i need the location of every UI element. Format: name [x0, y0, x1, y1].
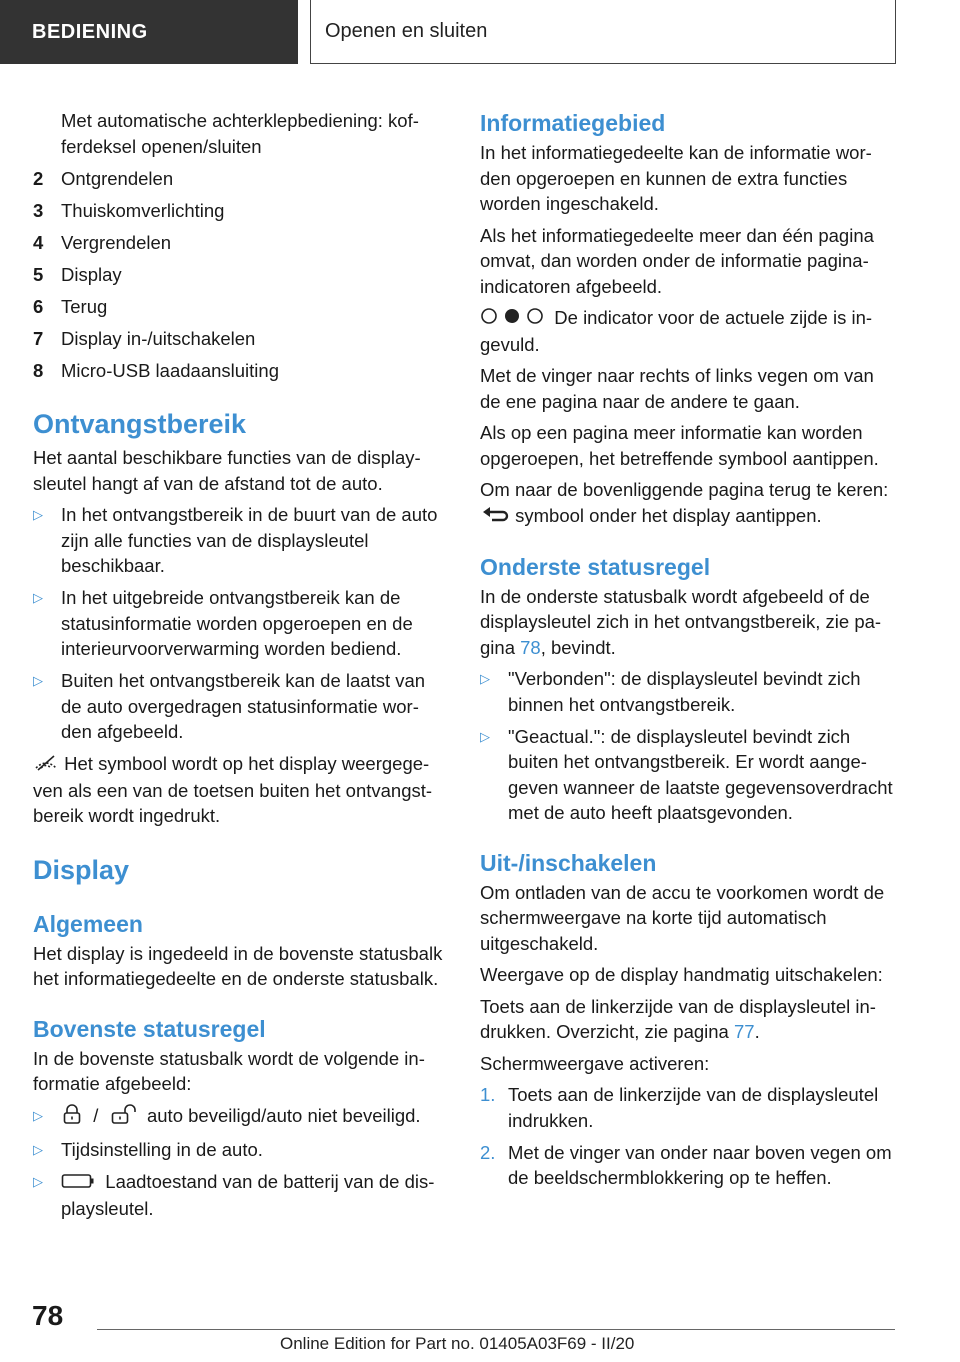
heading-display: Display	[33, 854, 130, 885]
triangle-bullet-icon: ▷	[33, 673, 43, 688]
list-item: Met automatische achterklepbediening: kofferdeksel openen/sluiten	[61, 110, 419, 157]
heading-informatiegebied: Informatiegebied	[480, 110, 666, 136]
paragraph: Als het informatiegedeelte meer dan één pagina omvat, dan worden onder de informatie paginaindicatoren afgebeeld.	[480, 224, 874, 297]
list-item: 6 Terug	[33, 295, 108, 317]
step-item: 1. Toets aan de linkerzijde van de displaysleutel indrukken.	[480, 1084, 879, 1131]
list-item: 5 Display	[33, 263, 122, 285]
paragraph: Weergave op de display handmatig uitschakelen:	[480, 964, 883, 986]
bullet-item: ▷ "Geactual.": de displaysleutel bevindt zich buiten het ontvangstbereik. Er wordt aangegeven wanneer de laatste gegevensoverdracht met de auto heeft plaatsgevonden.	[480, 724, 895, 826]
battery-icon	[61, 1170, 95, 1196]
paragraph: Schermweergave activeren:	[480, 1052, 710, 1074]
paragraph: In de bovenste statusbalk wordt de volgende informatie afgebeeld:	[33, 1047, 425, 1095]
bullet-item: ▷ Laadtoestand van de batterij van de displaysleutel.	[33, 1169, 443, 1221]
paragraph: In het informatiegedeelte kan de informatie worden opgeroepen en kunnen de extra functies worden ingeschakeld.	[480, 142, 872, 214]
page-link[interactable]: 78	[520, 636, 541, 658]
paragraph: Toets aan de linkerzijde van de displaysleutel indrukken. Overzicht, zie pagina 77.	[480, 995, 876, 1043]
paragraph: Met de vinger naar rechts of links vegen om van de ene pagina naar de andere te gaan.	[480, 365, 874, 412]
list-item: 7 Display in-/uitschakelen	[33, 327, 256, 349]
paragraph: In de onderste statusbalk wordt afgebeeld of de displaysleutel zich in het ontvangstbereik, zie pagina 78, bevindt.	[480, 585, 882, 658]
step-item: 2. Met de vinger van onder naar boven vegen om de beeldschermblokkering op te heffen.	[480, 1141, 892, 1189]
triangle-bullet-icon: ▷	[480, 728, 490, 744]
triangle-bullet-icon: ▷	[33, 590, 43, 605]
page-indicator-icon	[480, 306, 544, 332]
heading-uit-inschakelen: Uit-/inschakelen	[480, 849, 657, 876]
bullet-item: ▷ Buiten het ontvangstbereik kan de laatst van de auto overgedragen statusinformatie worden afgebeeld.	[33, 668, 443, 745]
bullet-item: ▷ In het ontvangstbereik in de buurt van de auto zijn alle functies van de displaysleutel beschikbaar.	[33, 502, 443, 579]
page-link[interactable]: 77	[734, 1021, 755, 1043]
back-arrow-icon	[480, 504, 510, 530]
paragraph: Als op een pagina meer informatie kan worden opgeroepen, het betreffende symbool aantippen.	[480, 422, 879, 469]
section-title: BEDIENING	[32, 20, 148, 43]
header-chapter	[310, 0, 896, 64]
no-signal-icon	[33, 752, 59, 778]
bullet-item: ▷ "Verbonden": de displaysleutel bevindt zich binnen het ontvangstbereik.	[480, 666, 895, 717]
triangle-bullet-icon: ▷	[33, 507, 43, 522]
paragraph: Om ontladen van de accu te voorkomen wordt de schermweergave na korte tijd automatisch uitgeschakeld.	[480, 881, 885, 954]
list-item: 3 Thuiskomverlichting	[33, 199, 225, 221]
paragraph: Het aantal beschikbare functies van de displaysleutel hangt af van de afstand tot de auto.	[33, 447, 421, 494]
lock-closed-icon	[61, 1104, 83, 1131]
list-item: 4 Vergrendelen	[33, 231, 172, 253]
paragraph: Om naar de bovenliggende pagina terug te keren: symbool onder het display aantippen.	[480, 477, 895, 529]
heading-bovenste-statusregel: Bovenste statusregel	[33, 1015, 266, 1042]
lock-open-icon	[109, 1104, 137, 1131]
heading-algemeen: Algemeen	[33, 910, 143, 937]
bullet-item: ▷ Tijdsinstelling in de auto.	[33, 1137, 443, 1163]
paragraph: Het display is ingedeeld in de bovenste statusbalk het informatiegedeelte en de onderste statusbalk.	[33, 942, 443, 990]
footer-divider	[97, 1329, 895, 1330]
heading-ontvangstbereik: Ontvangstbereik	[33, 409, 247, 439]
triangle-bullet-icon: ▷	[480, 671, 490, 687]
header-section	[0, 0, 298, 64]
bullet-item: ▷ / auto beveiligd/auto niet beveiligd.	[33, 1103, 443, 1130]
paragraph: Het symbool wordt op het display weergegeven als een van de toetsen buiten het ontvangstbereik wordt ingedrukt.	[33, 753, 433, 827]
heading-onderste-statusregel: Onderste statusregel	[480, 553, 711, 580]
bullet-item: ▷ In het uitgebreide ontvangstbereik kan de statusinformatie worden opgeroepen en de interieurvoorverwarming worden bediend.	[33, 585, 443, 662]
list-item: 8 Micro-USB laadaansluiting	[33, 359, 279, 381]
triangle-bullet-icon: ▷	[33, 1107, 43, 1123]
triangle-bullet-icon: ▷	[33, 1173, 43, 1189]
left-column	[33, 108, 443, 1228]
paragraph: De indicator voor de actuele zijde is ingevuld.	[480, 307, 873, 355]
list-item: 2 Ontgrendelen	[33, 167, 174, 189]
triangle-bullet-icon: ▷	[33, 1141, 43, 1157]
page-number: 78	[32, 1300, 64, 1331]
chapter-title: Openen en sluiten	[325, 20, 488, 42]
footer-edition: Online Edition for Part no. 01405A03F69 - II/20	[280, 1334, 635, 1353]
right-column	[480, 108, 895, 1197]
